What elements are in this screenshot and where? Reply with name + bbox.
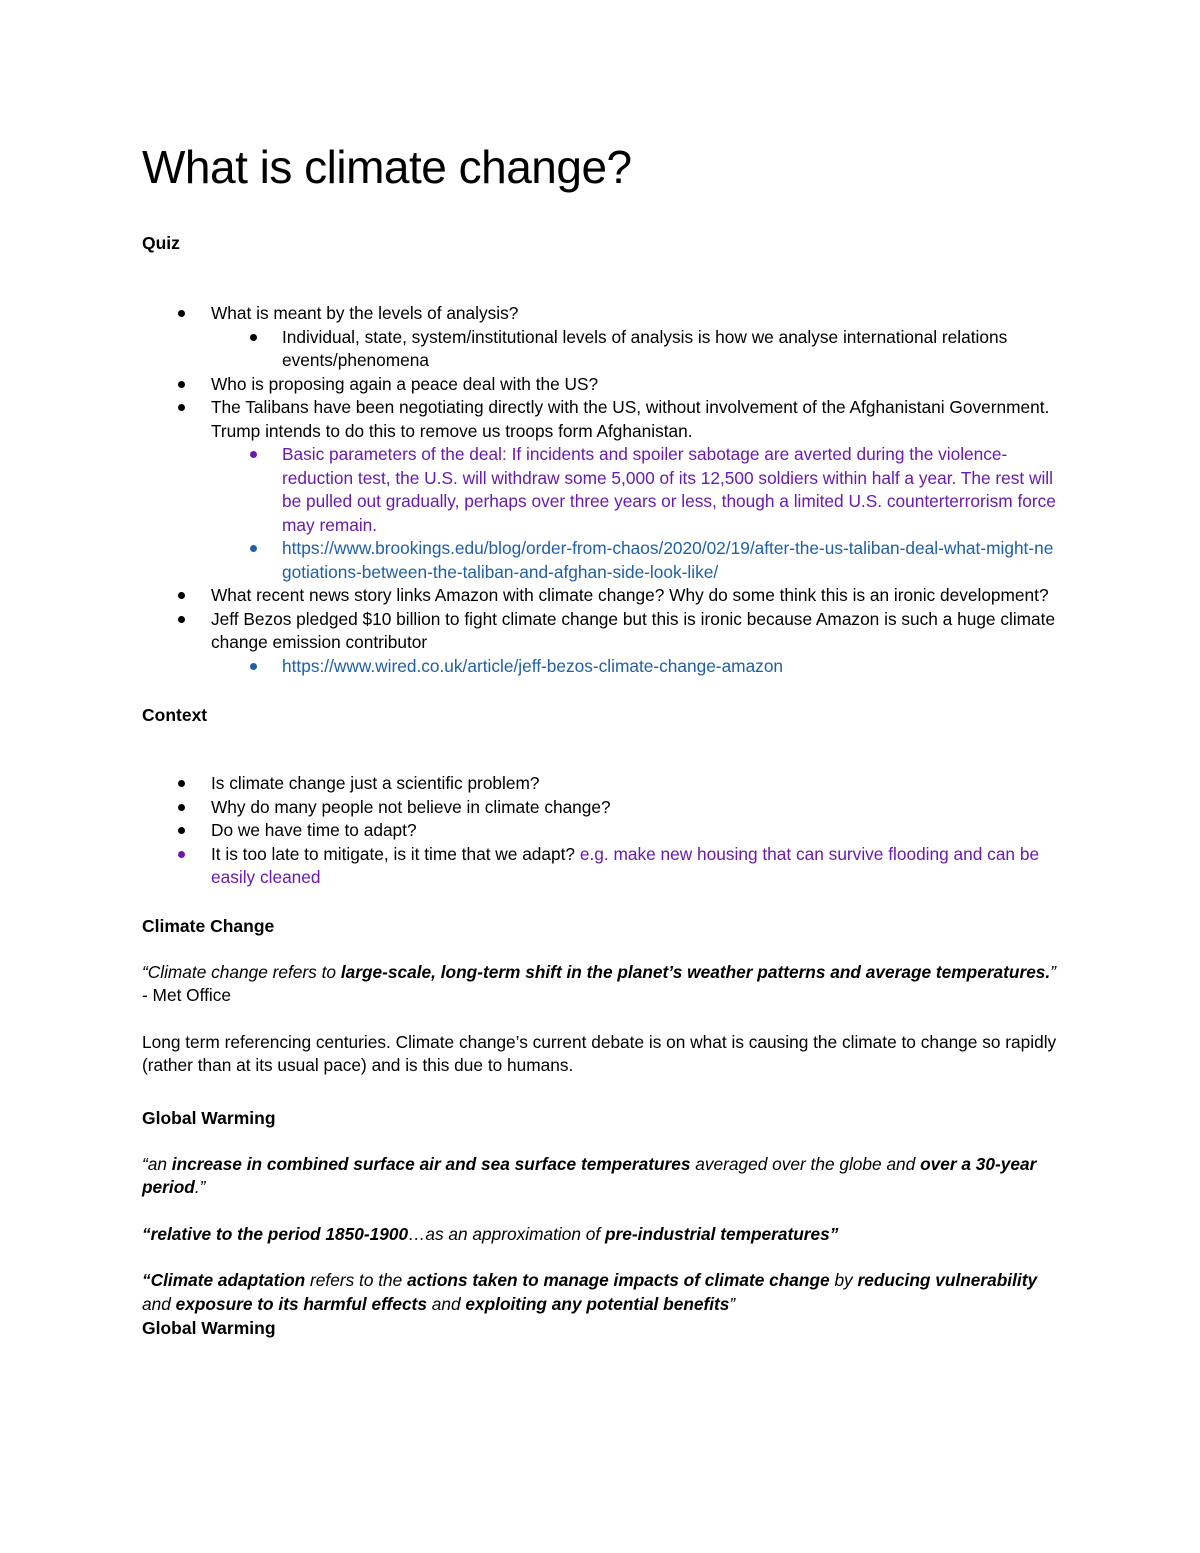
list-item: Why do many people not believe in climate change?	[142, 796, 1062, 820]
climate-change-heading: Climate Change	[142, 915, 275, 936]
context-list	[142, 772, 1062, 890]
quiz-list	[142, 302, 1062, 678]
climate-change-paragraph: Long term referencing centuries. Climate change’s current debate is on what is causing the climate to change so rapidly (rather than at its usual pace) and is this due to humans.	[142, 1031, 1057, 1076]
met-office-quote: “Climate change refers to large-scale, long-term shift in the planet’s weather patterns and average temperatures.” - Met Office	[142, 961, 1056, 1006]
list-item: Individual, state, system/institutional levels of analysis is how we analyse international relations events/phenomena	[142, 326, 1062, 373]
bullet-icon	[178, 616, 185, 623]
bullet-icon	[178, 827, 185, 834]
bullet-icon	[178, 780, 185, 787]
page-title: What is climate change?	[142, 141, 632, 193]
bullet-icon	[250, 334, 257, 341]
context-heading: Context	[142, 705, 208, 726]
bullet-icon	[178, 404, 185, 411]
wired-link[interactable]: https://www.wired.co.uk/article/jeff-bezos-climate-change-amazon	[282, 655, 784, 676]
climate-adaptation-quote: “Climate adaptation refers to the actions taken to manage impacts of climate change by reducing vulnerability and exposure to its harmful effects and exploiting any potential benefits”	[142, 1270, 1038, 1314]
bullet-icon	[178, 592, 185, 599]
list-item	[142, 537, 1062, 584]
list-item: Do we have time to adapt?	[142, 819, 1062, 843]
pre-industrial-quote: “relative to the period 1850-1900…as an approximation of pre-industrial temperatures”	[142, 1223, 839, 1244]
quiz-heading: Quiz	[142, 233, 180, 254]
global-warming-quote: “an increase in combined surface air and sea surface temperatures averaged over the globe and over a 30-year period.”	[142, 1153, 1037, 1198]
bullet-icon	[250, 545, 257, 552]
global-warming-heading-2: Global Warming	[142, 1318, 276, 1339]
list-item: What is meant by the levels of analysis?	[142, 302, 1062, 326]
example-note: e.g. make new housing that can survive flooding and can be easily cleaned	[211, 843, 1040, 888]
list-item: Who is proposing again a peace deal with the US?	[142, 373, 1062, 397]
list-item: Jeff Bezos pledged $10 billion to fight climate change but this is ironic because Amazon is such a huge climate change emission contributor	[142, 608, 1062, 655]
bullet-icon	[178, 381, 185, 388]
document-page	[142, 140, 1062, 1340]
list-item: Basic parameters of the deal: If incidents and spoiler sabotage are averted during the violence-reduction test, the U.S. will withdraw some 5,000 of its 12,500 soldiers within half a year. The rest will be pulled out gradually, perhaps over three years or less, though a limited U.S. counterterrorism force may remain.	[142, 443, 1062, 537]
bullet-icon	[178, 804, 185, 811]
list-item: The Talibans have been negotiating directly with the US, without involvement of the Afghanistani Government. Trump intends to do this to remove us troops form Afghanistan.	[142, 396, 1062, 443]
bullet-icon	[178, 851, 185, 858]
list-item: What recent news story links Amazon with climate change? Why do some think this is an ironic development?	[142, 584, 1062, 608]
bullet-icon	[250, 663, 257, 670]
brookings-link[interactable]: https://www.brookings.edu/blog/order-from-chaos/2020/02/19/after-the-us-taliban-deal-what-might-negotiations-between-the-taliban-and-afghan-side-look-like/	[282, 538, 1054, 582]
bullet-icon	[178, 310, 185, 317]
bullet-icon	[250, 451, 257, 458]
global-warming-heading: Global Warming	[142, 1107, 276, 1128]
list-item: It is too late to mitigate, is it time that we adapt? e.g. make new housing that can survive flooding and can be easily cleaned	[142, 843, 1062, 890]
list-item: Is climate change just a scientific problem?	[142, 772, 1062, 796]
list-item	[142, 655, 1062, 679]
